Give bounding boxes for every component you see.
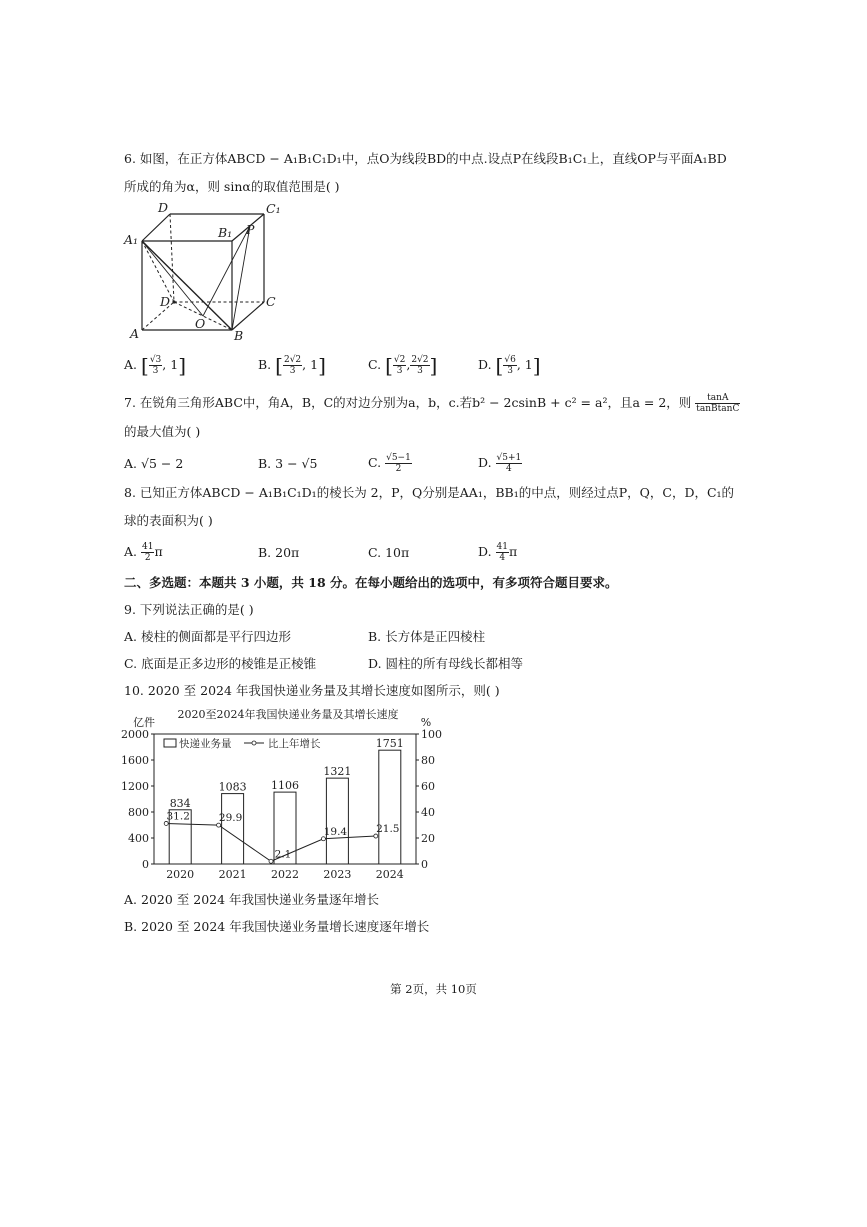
label-c1: C₁ xyxy=(266,201,281,216)
edge-a1-d1 xyxy=(142,214,170,241)
chart-title: 2020至2024年我国快递业务量及其增长速度 xyxy=(177,708,399,721)
label-b1: B₁ xyxy=(218,225,233,240)
growth-value-label: 31.2 xyxy=(166,810,190,823)
bar-value-label: 1106 xyxy=(271,779,299,793)
q8-stem-line2: 球的表面积为( ) xyxy=(124,513,213,528)
q7-option-d[interactable]: D. $\frac{√5+1}{4}$ xyxy=(478,453,522,474)
growth-point xyxy=(269,859,273,863)
x-tick-label: 2023 xyxy=(323,868,352,881)
express-chart xyxy=(118,704,448,884)
q6-option-a[interactable]: A. [ $\frac{√3}{3}$ , 1] xyxy=(124,353,186,378)
y2-tick-label: 80 xyxy=(421,754,435,767)
y-tick-label: 1200 xyxy=(121,780,149,793)
y-tick-label: 800 xyxy=(128,806,149,819)
bar-value-label: 1751 xyxy=(375,737,404,751)
q8-stem-line1: 8. 已知正方体ABCD − A₁B₁C₁D₁的棱长为 2，P，Q分别是AA₁，BB₁的中点，则经过点P，Q，C，D，C₁的 xyxy=(124,485,735,500)
q8-option-a[interactable]: A. $\frac{41}{2}$ π xyxy=(124,542,163,563)
q6-option-d[interactable]: D. [ $\frac{√6}{3}$ , 1] xyxy=(478,353,541,378)
y2-tick-label: 20 xyxy=(421,832,435,845)
q7-fraction: $\frac{\tan A}{\text{tanBtanC}}$ xyxy=(696,393,740,414)
label-p: P xyxy=(246,222,255,237)
q9-option-b[interactable]: B. 长方体是正四棱柱 xyxy=(368,629,486,644)
q8-option-d[interactable]: D. $\frac{41}{4}$ π xyxy=(478,542,518,563)
bar-value-label: 834 xyxy=(169,796,191,810)
legend xyxy=(164,737,321,750)
growth-value-label: 19.4 xyxy=(323,825,348,838)
bar-2023 xyxy=(323,778,348,864)
label-d-top: D xyxy=(158,200,169,215)
point-d-dot xyxy=(172,300,175,303)
q7-option-b[interactable]: B. 3 − √5 xyxy=(258,456,318,471)
y-tick-label: 400 xyxy=(128,832,149,845)
label-a1: A₁ xyxy=(124,232,139,247)
bar-value-label: 1321 xyxy=(323,765,352,779)
q6-option-b[interactable]: B. [ $\frac{2√2}{3}$ , 1] xyxy=(258,353,326,378)
cube-figure xyxy=(118,200,288,345)
option-letter: C. xyxy=(368,357,382,372)
option-letter: D. xyxy=(478,357,492,372)
x-tick-label: 2021 xyxy=(218,868,247,881)
q8-option-c[interactable]: C. 10π xyxy=(368,545,410,560)
label-a: A xyxy=(130,326,140,341)
q9-stem: 9. 下列说法正确的是( ) xyxy=(124,602,254,617)
chart-y2label: % xyxy=(420,716,432,729)
hidden-diag-a1-d xyxy=(142,241,174,302)
edge-b-c xyxy=(232,302,264,330)
q9-option-c[interactable]: C. 底面是正多边形的棱锥是正棱锥 xyxy=(124,656,317,671)
label-d: D xyxy=(160,294,171,309)
growth-value-label: 2.1 xyxy=(274,848,292,861)
q7-stem-line1: 7. 在锐角三角形ABC中，角A，B，C的对边分别为a，b，c.若b² − 2csinB + c² = a²，且a = 2，则 $\frac{\tan A}{\text{tanBtanC}}$ xyxy=(124,393,740,414)
legend-line-marker xyxy=(252,741,256,745)
q10-stem: 10. 2020 至 2024 年我国快递业务量及其增长速度如图所示，则( ) xyxy=(124,683,500,698)
x-tick-label: 2024 xyxy=(375,868,404,881)
bar-value-label: 1083 xyxy=(218,780,247,794)
label-b: B xyxy=(234,328,244,343)
y2-tick-label: 40 xyxy=(421,806,435,819)
label-c: C xyxy=(266,294,276,309)
legend-bar-label: 快递业务量 xyxy=(179,738,232,750)
y2-tick-label: 60 xyxy=(421,780,435,793)
q10-option-a[interactable]: A. 2020 至 2024 年我国快递业务量逐年增长 xyxy=(124,892,380,907)
q10-option-b[interactable]: B. 2020 至 2024 年我国快递业务量增长速度逐年增长 xyxy=(124,919,430,934)
q6-stem-line1: 6. 如图，在正方体ABCD − A₁B₁C₁D₁中，点O为线段BD的中点.设点P在线段B₁C₁上，直线OP与平面A₁BD xyxy=(124,151,727,166)
bars xyxy=(166,737,404,864)
y2-axis-ticks xyxy=(416,728,442,871)
page-footer: 第 2页，共 10页 xyxy=(390,982,477,996)
x-tick-label: 2022 xyxy=(271,868,299,881)
q7-option-c[interactable]: C. $\frac{√5-1}{2}$ xyxy=(368,453,411,474)
bar-2021 xyxy=(222,794,244,864)
hidden-edge-d1-d xyxy=(170,214,174,302)
x-tick-labels xyxy=(166,868,404,881)
q8-option-b[interactable]: B. 20π xyxy=(258,545,300,560)
q9-option-a[interactable]: A. 棱柱的侧面都是平行四边形 xyxy=(124,629,292,644)
q9-option-d[interactable]: D. 圆柱的所有母线长都相等 xyxy=(368,656,524,671)
y2-tick-label: 0 xyxy=(421,858,428,871)
legend-line-label: 比上年增长 xyxy=(268,738,321,750)
chart-ylabel: 亿件 xyxy=(133,716,155,729)
label-o: O xyxy=(195,316,206,331)
y2-tick-label: 100 xyxy=(421,728,442,741)
q6-stem-line2: 所成的角为α，则 sinα的取值范围是( ) xyxy=(124,179,340,194)
q7-stem-line2: 的最大值为( ) xyxy=(124,424,201,439)
diag-a1-o xyxy=(142,241,203,316)
option-letter: B. xyxy=(258,357,272,372)
section-2-heading: 二、多选题：本题共 3 小题，共 18 分。在每小题给出的选项中，有多项符合题目要求。 xyxy=(124,575,618,590)
bar-2024 xyxy=(379,750,401,864)
q6-option-c[interactable]: C. [ $\frac{√2}{3}$ , $\frac{2√2}{3}$ ] xyxy=(368,353,438,378)
y-tick-label: 2000 xyxy=(121,728,149,741)
x-tick-label: 2020 xyxy=(166,868,195,881)
growth-value-label: 21.5 xyxy=(376,823,400,836)
y-axis-ticks xyxy=(121,728,154,871)
option-letter: A. xyxy=(124,357,138,372)
q7-option-a[interactable]: A. √5 − 2 xyxy=(124,456,184,471)
growth-value-label: 29.9 xyxy=(218,812,243,825)
y-tick-label: 1600 xyxy=(121,754,149,767)
line-b-p xyxy=(232,226,250,330)
y-tick-label: 0 xyxy=(142,858,149,871)
legend-bar-swatch xyxy=(164,739,176,747)
